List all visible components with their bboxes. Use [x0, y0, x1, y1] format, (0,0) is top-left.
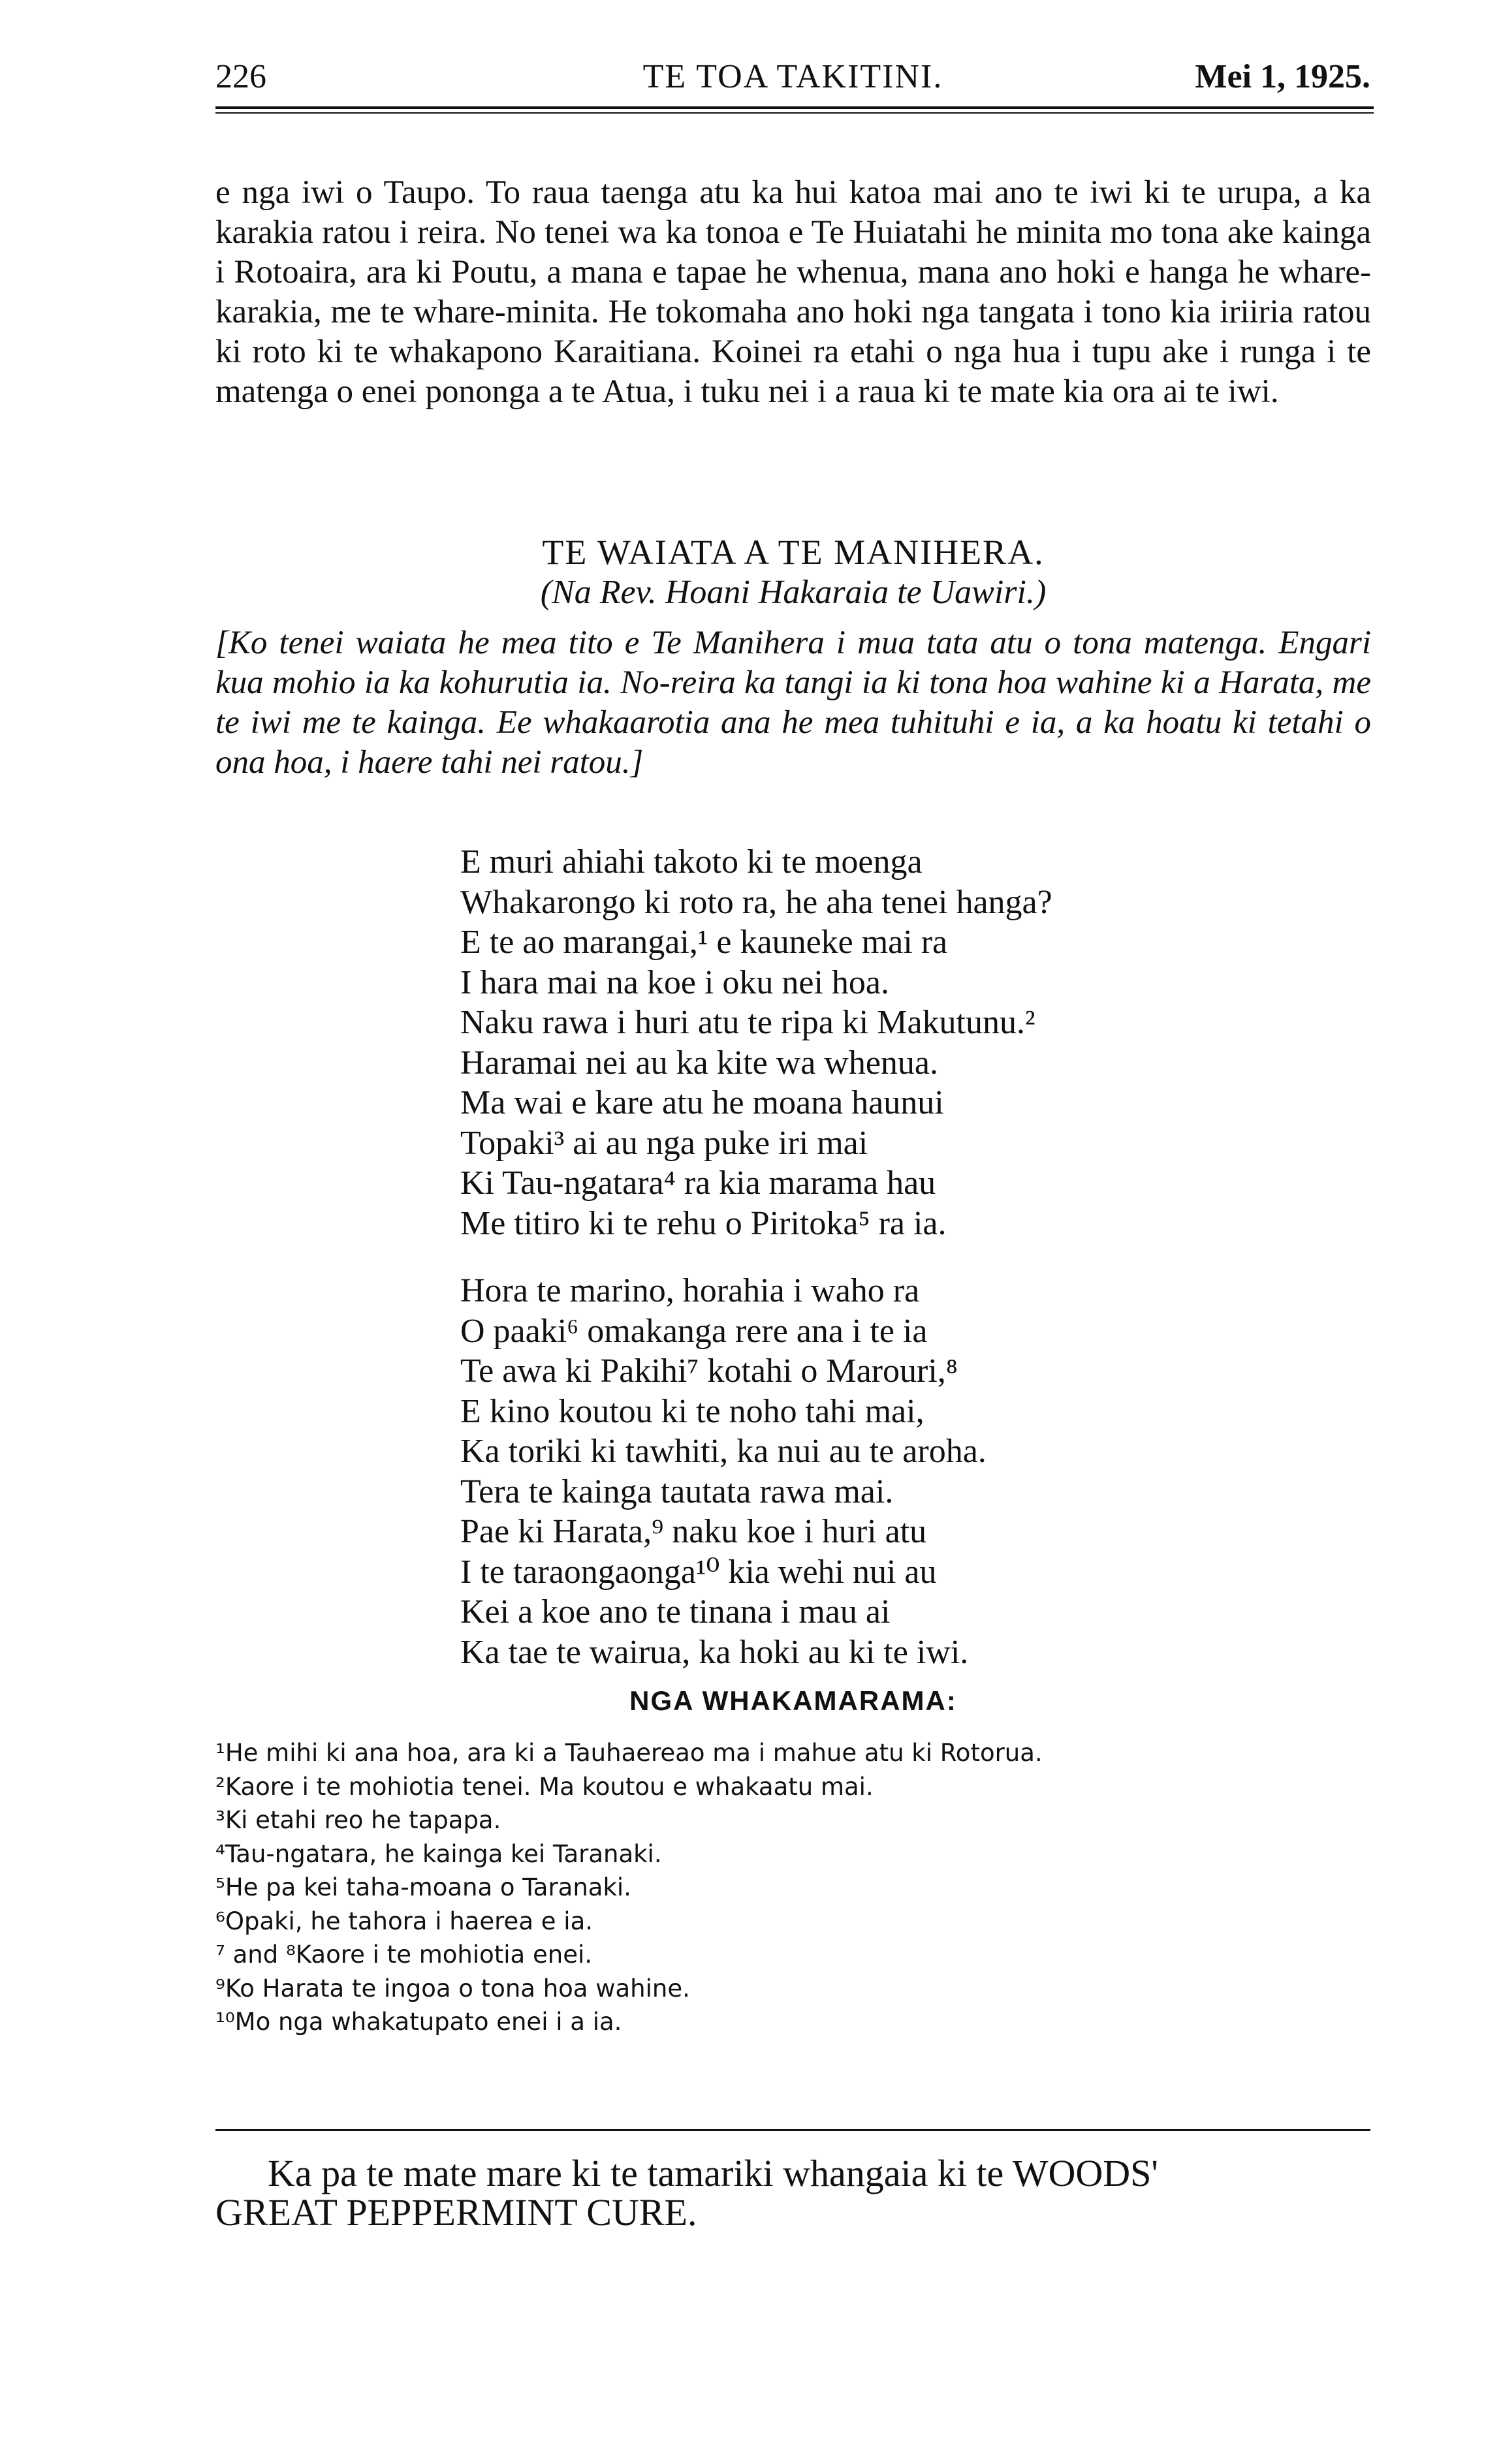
poem-line: Haramai nei au ka kite wa whenua.	[460, 1044, 939, 1082]
poem-line: O paaki⁶ omakanga rere ana i te ia	[460, 1312, 928, 1350]
body-paragraph: e nga iwi o Taupo. To raua taenga atu ka hui katoa mai ano te iwi ki te urupa, a ka karakia ratou i reira. No tenei wa ka tonoa e Te Huiatahi he minita mo tona ake kainga i Rotoaira, ara ki Poutu, a mana e tapae he whenua, mana ano hoki e hanga he whare-karakia, me te whare-minita. He tokomaha ano hoki nga tangata i tono kia iriiria ratou ki roto ki te whakapono Karaitiana. Koinei ra etahi o nga hua i tupu ake i runga i te matenga o enei pononga a te Atua, i tuku nei i a raua ki te mate kia ora ai te iwi.	[215, 174, 1371, 410]
poem-line: I hara mai na koe i oku nei hoa.	[460, 963, 889, 1001]
footnote: ¹⁰Mo nga whakatupato enei i a ia.	[215, 2008, 622, 2036]
advert-line: Ka pa te mate mare ki te tamariki whangaia ki te WOODS'	[268, 2152, 1158, 2194]
poem-line: E muri ahiahi takoto ki te moenga	[460, 843, 923, 881]
advert-line: GREAT PEPPERMINT CURE.	[215, 2191, 697, 2234]
footnote: ⁵He pa kei taha-moana o Taranaki.	[215, 1873, 631, 1901]
footnote: ³Ki etahi reo he tapapa.	[215, 1806, 501, 1834]
publication-title: TE TOA TAKITINI.	[642, 58, 943, 95]
song-credit: (Na Rev. Hoani Hakaraia te Uawiri.)	[540, 574, 1047, 611]
poem-line: Pae ki Harata,⁹ naku koe i huri atu	[460, 1513, 927, 1550]
poem-line: Ka toriki ki tawhiti, ka nui au te aroha.	[460, 1433, 987, 1470]
footnotes	[215, 1736, 1043, 2039]
song-intro: [Ko tenei waiata he mea tito e Te Manihera i mua tata atu o tona matenga. Engari kua mohio ia ka kohurutia ia. No-reira ka tangi ia ki tona hoa wahine ki a Harata, me te iwi me te kainga. Ee whakaarotia ana he mea tuhituhi e ia, a ka hoatu ki tetahi o ona hoa, i haere tahi nei ratou.]	[215, 625, 1371, 781]
poem-line: I te taraongaonga¹⁰ kia wehi nui au	[460, 1553, 937, 1591]
running-header	[215, 57, 1370, 110]
poem-stanza-2	[460, 1271, 987, 1672]
page-number: 226	[215, 58, 266, 95]
issue-date: Mei 1, 1925.	[1195, 58, 1370, 95]
poem-line: E te ao marangai,¹ e kauneke mai ra	[460, 924, 948, 961]
poem-line: Naku rawa i huri atu te ripa ki Makutunu.²	[460, 1004, 1035, 1041]
footnote: ⁷ and ⁸Kaore i te mohiotia enei.	[215, 1941, 593, 1969]
poem-line: Me titiro ki te rehu o Piritoka⁵ ra ia.	[460, 1204, 947, 1242]
song-title: TE WAIATA A TE MANIHERA.	[542, 533, 1045, 572]
header-rule	[215, 106, 1374, 109]
poem-line: Topaki³ ai au nga puke iri mai	[460, 1124, 868, 1162]
poem-line: Ka tae te wairua, ka hoki au ki te iwi.	[460, 1633, 969, 1671]
poem-line: Tera te kainga tautata rawa mai.	[460, 1473, 894, 1510]
footnote: ⁹Ko Harata te ingoa o tona hoa wahine.	[215, 1974, 690, 2003]
poem-line: Hora te marino, horahia i waho ra	[460, 1272, 920, 1309]
footnote: ¹He mihi ki ana hoa, ara ki a Tauhaereao ma i mahue atu ki Rotorua.	[215, 1739, 1043, 1767]
footnote: ⁶Opaki, he tahora i haerea e ia.	[215, 1907, 593, 1935]
poem-line: Ki Tau-ngatara⁴ ra kia marama hau	[460, 1164, 936, 1202]
footnote: ⁴Tau-ngatara, he kainga kei Taranaki.	[215, 1839, 662, 1868]
poem-line: Te awa ki Pakihi⁷ kotahi o Marouri,⁸	[460, 1352, 958, 1390]
poem-line: Whakarongo ki roto ra, he aha tenei hanga?	[460, 883, 1052, 921]
header-rule-thin	[215, 112, 1374, 114]
notes-heading: NGA WHAKAMARAMA:	[629, 1685, 957, 1716]
footnote: ²Kaore i te mohiotia tenei. Ma koutou e whakaatu mai.	[215, 1772, 874, 1801]
advert-rule	[215, 2129, 1370, 2131]
poem-stanza-1	[460, 842, 1052, 1243]
advertisement	[215, 2154, 1371, 2232]
poem-line: Ma wai e kare atu he moana haunui	[460, 1084, 944, 1121]
poem-line: E kino koutou ki te noho tahi mai,	[460, 1392, 924, 1430]
poem-line: Kei a koe ano te tinana i mau ai	[460, 1593, 891, 1630]
